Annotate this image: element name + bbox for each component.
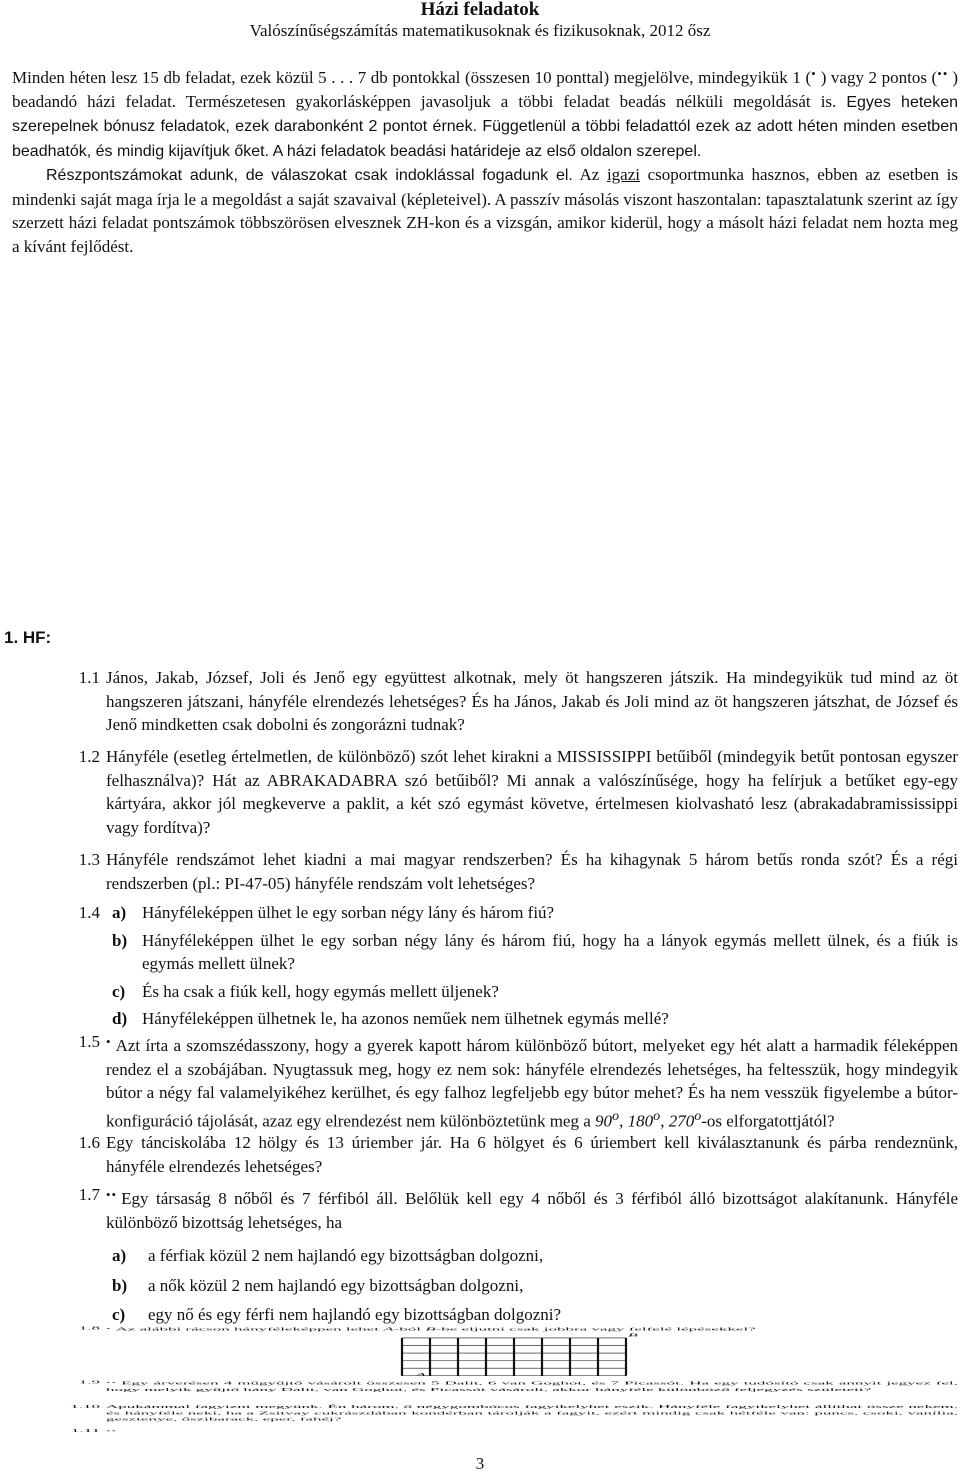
bullet-two-points: •• xyxy=(106,1380,118,1385)
sub-text: egy nő és egy férfi nem hajlandó egy bizottságban dolgozni? xyxy=(148,1305,562,1324)
subproblem-a xyxy=(112,1244,958,1268)
sub-label: b) xyxy=(112,930,128,950)
intro-paragraph-1 xyxy=(12,62,958,163)
problem-number: 1.6 xyxy=(78,1133,100,1152)
bullet-two-points: •• xyxy=(106,1428,118,1433)
intro-text xyxy=(12,62,958,258)
problem-number: 1.9 xyxy=(78,1379,100,1385)
angle-180: 180 xyxy=(627,1111,654,1131)
grid-label-b: B xyxy=(628,1333,638,1338)
problem-text xyxy=(106,1325,958,1332)
bullet-one-point: • xyxy=(106,1034,112,1049)
problem-text: Hányféle rendszámot lehet kiadni a mai magyar rendszerben? És ha kihagynak 5 három betűs ronda szót? És a régi rendszerben (pl.: PI-47-05) hányféle rendszám volt lehetséges? xyxy=(106,850,958,893)
problem-number: 1.3 xyxy=(78,850,100,869)
problem-text-part: Az alábbi rácson hányféleképpen lehet xyxy=(115,1326,384,1332)
subproblem-b xyxy=(112,1274,958,1298)
point-a: A xyxy=(383,1326,394,1332)
intro-text-b: ) vagy 2 pontos ( xyxy=(820,68,938,87)
problem-number: 1.7 xyxy=(78,1185,100,1204)
problem-number: 1.4 xyxy=(78,903,100,922)
sub-label: a) xyxy=(112,903,127,922)
problem-text-part: Azt írta a szomszédasszony, hogy a gyerek kapott három különböző bútort, melyeket egy hét alatt a harmadik féleképpen rendez el a szobájában. Nyugtassuk meg, hogy ez nem sok: hányféle elrendezés lehetséges, ha feltesszük, hogy mindegyik bútor a négy fal valamelyikéhez kerülhet, és egy falhoz legfeljebb egy bútor mehet? És ha nem vesszük figyelembe a bútor-konfiguráció tájolását, azaz egy elrendezést nem különböztetünk meg a xyxy=(106,1036,958,1131)
page-header xyxy=(0,0,960,42)
bullet-one-point: • xyxy=(811,66,817,81)
degree-sup: o xyxy=(612,1107,620,1124)
problem-text xyxy=(106,1030,958,1133)
intro-text-az: Az xyxy=(572,165,607,184)
problem-text: Egy tánciskolába 12 hölgy és 13 úriember jár. Ha 6 hölgyet és 6 úriembert kell kiválasztanunk és párba rendeznünk, hányféle elrendezés lehetséges? xyxy=(106,1133,958,1176)
page-number: 3 xyxy=(475,1454,485,1473)
degree-sup: o xyxy=(653,1107,661,1124)
point-b: B xyxy=(425,1326,436,1332)
subproblem-b xyxy=(112,929,958,976)
sub-label: b) xyxy=(112,1275,128,1295)
angle-270: 270 xyxy=(668,1111,695,1131)
lattice-grid xyxy=(380,1333,650,1376)
separator: , xyxy=(660,1111,669,1131)
sub-label: a) xyxy=(112,1246,127,1265)
intro-text-a: Minden héten lesz 15 db feladat, ezek közül 5 . . . 7 db pontokkal (összesen 10 ponttal) megjelölve, mindegyikük 1 ( xyxy=(12,68,812,87)
bullet-one-point: • xyxy=(106,1326,112,1331)
page-title: Házi feladatok xyxy=(420,0,540,20)
bullet-two-points: •• xyxy=(106,1187,118,1202)
sub-text: a férfiak közül 2 nem hajlandó egy bizottságban dolgozni, xyxy=(148,1246,544,1265)
sub-text: a nők közül 2 nem hajlandó egy bizottságban dolgozni, xyxy=(148,1275,524,1295)
problem-text-part: -be eljutni csak jobbra vagy felfelé lépésekkel? xyxy=(435,1326,756,1332)
subproblem-d xyxy=(112,1007,958,1031)
problem-text: János, Jakab, József, Joli és Jenő egy együttest alkotnak, mely öt hangszeren játszik. Ha mindegyikük tud mind az öt hangszeren játszani, hányféle elrendezés lehetséges? És ha János, Jakab és Joli mind az öt hangszeren játszhat, de József és Jenő mindketten csak dobolni és zongorázni tudnak? xyxy=(106,668,958,734)
problem-number: 1.5 xyxy=(78,1032,100,1051)
sub-label: d) xyxy=(112,1009,128,1028)
problem-text xyxy=(106,1183,958,1234)
subproblem-c xyxy=(112,980,958,1004)
intro-partial-points-text: Részpontszámokat adunk, de válaszokat csak indoklással fogadunk el. xyxy=(46,167,573,184)
degree-sup: o xyxy=(694,1107,702,1124)
problem-number: 1.11 xyxy=(70,1428,100,1434)
subproblem-a xyxy=(112,901,958,925)
sub-label: c) xyxy=(112,1305,126,1324)
separator: , xyxy=(619,1111,628,1131)
angle-90: 90 xyxy=(595,1111,613,1131)
bullet-two-points: •• xyxy=(937,66,949,81)
sub-text: Hányféleképpen ülhetnek le, ha azonos neműek nem ülhetnek egymás mellé? xyxy=(142,1009,669,1028)
sub-text: És ha csak a fiúk kell, hogy egymás mellett üljenek? xyxy=(142,981,499,1001)
problem-number: 1.8 xyxy=(78,1325,100,1331)
page-subtitle: Valószínűségszámítás matematikusoknak és fizikusoknak, 2012 ősz xyxy=(249,21,711,40)
problem-text-part: Egy árverésen 4 műgyűjtő vásárolt összesen 5 Dalit, 6 van Goghot, és 7 Picassót. Ha egy tudósító csak annyit jegyez fel, hogy melyik gyűjtő hány Dalit, van Goghot, és Picassót vásárolt, akkor hányféle különböző feljegyzés született? xyxy=(106,1380,958,1393)
sub-text: Hányféleképpen ülhet le egy sorban négy lány és három fiú, hogy ha a lányok egymás mellett ülnek, és a fiúk is egymás mellett ülnek? xyxy=(142,930,958,973)
problem-text-part: Egy társaság 8 nőből és 7 férfiból áll. Belőlük kell egy 4 nőből és 3 férfiból álló bizottságot alakítanunk. Hányféle különböző bizottság lehetséges, ha xyxy=(106,1189,958,1232)
problem-text xyxy=(106,1428,958,1435)
intro-underlined-word: igazi xyxy=(606,165,640,184)
problem-text-part: -os elforgatottjától? xyxy=(701,1111,835,1131)
grid-label-a: A xyxy=(416,1372,426,1377)
problem-number: 1.10 xyxy=(70,1403,100,1409)
problem-number: 1.1 xyxy=(78,668,100,687)
subproblem-c xyxy=(112,1303,958,1327)
problem-text-part: -ból xyxy=(393,1326,426,1332)
problem-text: Hányféle (esetleg értelmetlen, de különböző) szót lehet kirakni a MISSISSIPPI betűiből (mindegyik betűt pontosan egyszer felhasználva)? Hát az ABRAKADABRA szó betűiből? Mi annak a valószínűsége, hogy ha felírjuk a betűket egy-egy kártyára, akkor jól megkeverve a paklit, a két szó egymást követve, értelmesen kiolvasható lesz (abrakadabramississippi vagy fordítva)? xyxy=(106,747,958,837)
homework-label: 1. HF: xyxy=(4,628,52,647)
problem-text: Apukámmal fagyizni megyünk. Én három, ő négygombócos fagyikelyhet eszik. Hányféle fagyikelyhet állíthat össze nekem, és hányféle neki, ha a Zsitvay cukrászdában kondérban tárolják a fagyit, ezért mindig csak hétféle van: puncs, csoki, vanília, gesztenye, őszibarack, eper, fahéj? xyxy=(106,1403,958,1422)
problem-text xyxy=(106,1379,958,1393)
problem-number: 1.2 xyxy=(78,747,100,766)
intro-paragraph-2 xyxy=(12,163,958,258)
intro-text-c: ) beadandó házi feladat. Természetesen gyakorlásképpen javasoljuk a többi feladat beadás nélküli megoldását is. xyxy=(12,68,958,111)
intro-text-rest: csoportmunka hasznos, ebben az esetben is mindenki saját maga írja le a megoldást a saját szavaival (képleteivel). A passzív másolás viszont haszontalan: tapasztalatunk szerint az így szerzett házi feladat pontszámok többszörösen elvesznek ZH-kon és a vizsgán, amikor kiderül, hogy a másolt házi feladat nem hozta meg a kívánt fejlődést. xyxy=(12,165,959,256)
sub-text: Hányféleképpen ülhet le egy sorban négy lány és három fiú? xyxy=(142,903,555,922)
intro-bonus-text: Egyes heteken szerepelnek bónusz feladatok, ezek darabonként 2 pontot érnek. Függetlenül a többi feladattól ezek az adott héten minden esetben beadhatók, és mindig kijavítjuk őket. A házi feladatok beadási határideje az első oldalon szerepel. xyxy=(12,93,958,160)
sub-label: c) xyxy=(112,981,126,1001)
